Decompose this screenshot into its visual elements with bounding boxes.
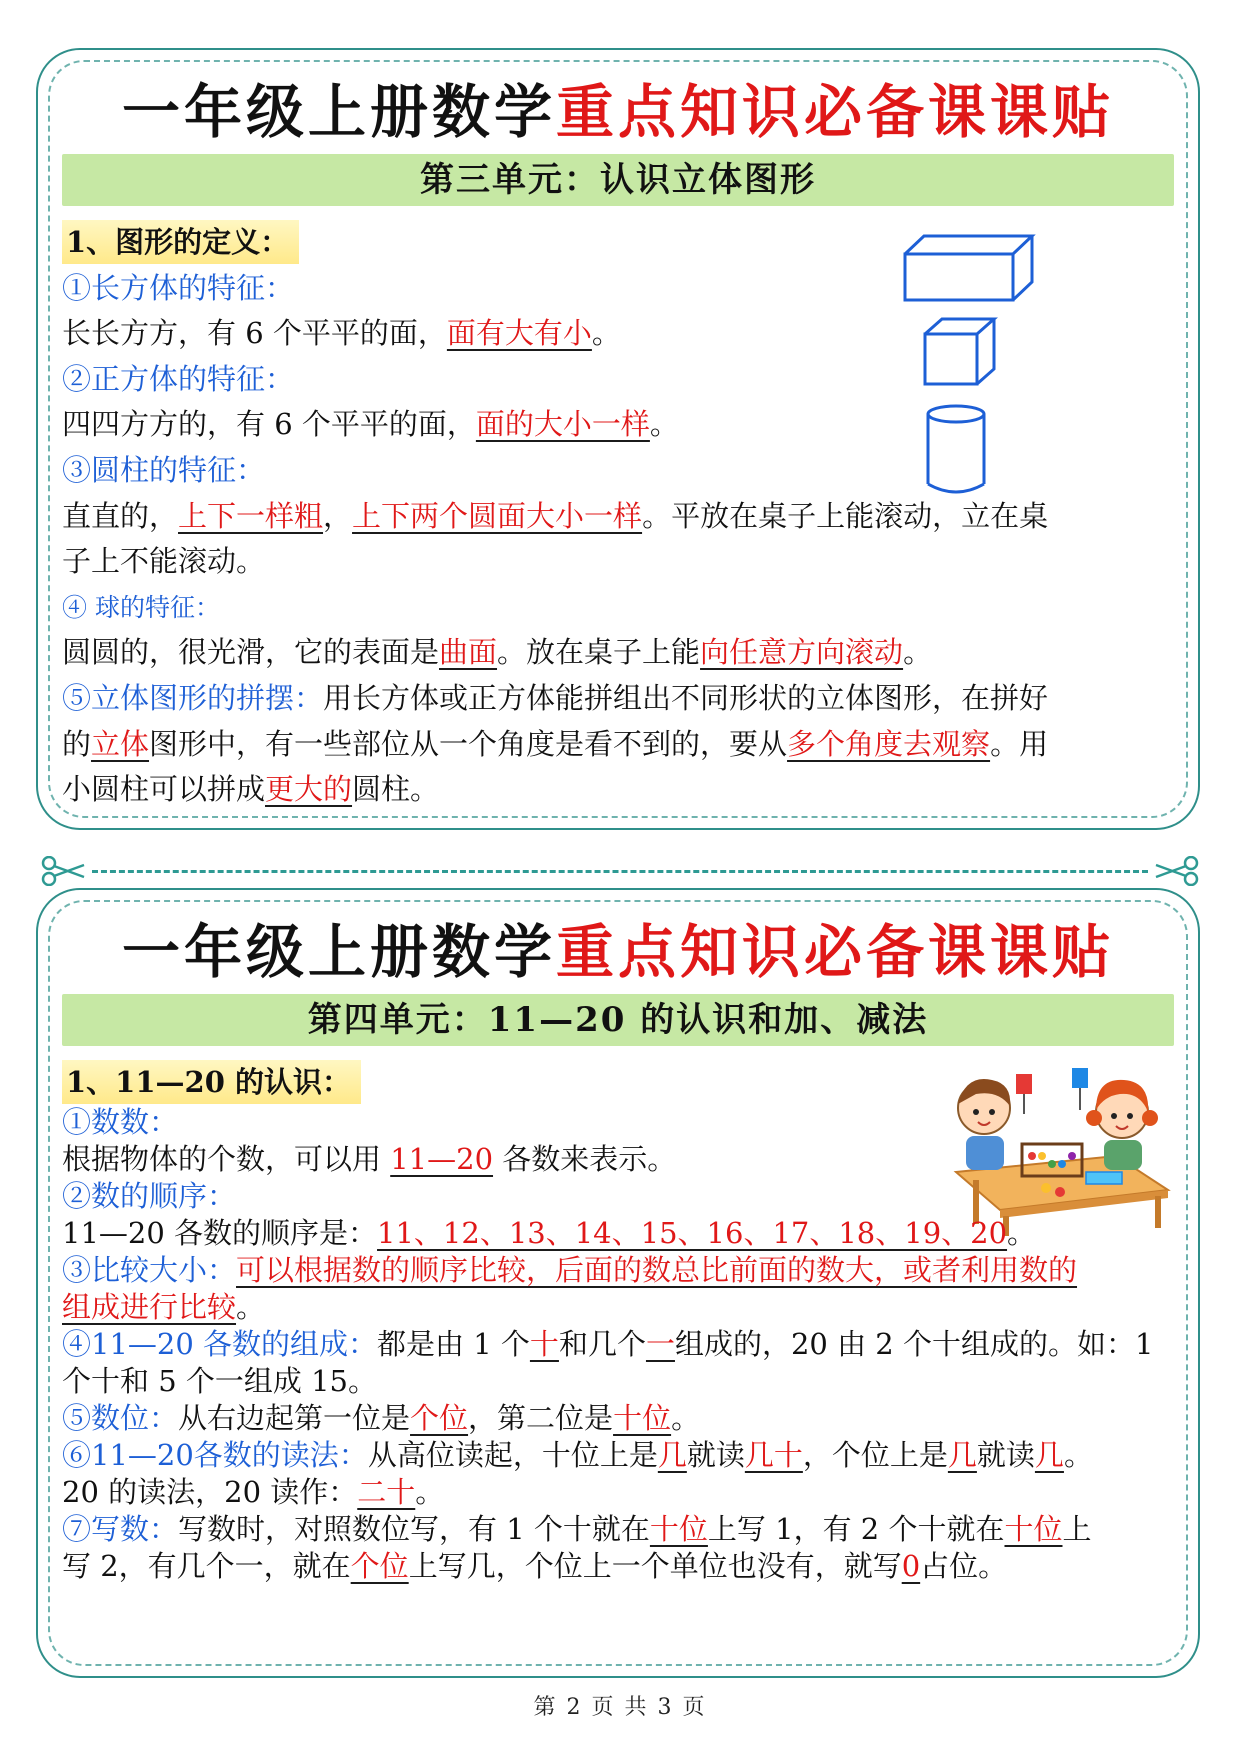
dashed-line [92, 870, 1148, 873]
text: 写 2，有几个一，就在 [62, 1549, 351, 1583]
sphere-feature-label: ④ 球的特征： [62, 592, 220, 622]
text: ，第二位是 [468, 1401, 614, 1435]
unit-3-card [36, 48, 1200, 830]
card-title [38, 76, 1198, 148]
text: 小圆柱可以拼成 [62, 772, 266, 807]
key-phrase: 更大的 [265, 772, 353, 807]
counting-text [62, 1141, 1168, 1178]
text: 。 [649, 407, 679, 442]
unit-4-content [62, 1060, 1168, 1585]
title-black: 一年级上册数学 [121, 918, 556, 986]
text: 从右边起第一位是 [178, 1401, 411, 1435]
text: 组成的，20 由 2 个十组成的。如：1 [674, 1327, 1154, 1361]
key-phrase: 十位 [1004, 1512, 1063, 1546]
section-heading: 1、图形的定义： [62, 220, 299, 264]
place-value-text [62, 1400, 1168, 1437]
key-phrase: 面有大有小 [446, 316, 592, 351]
key-phrase: 十 [529, 1327, 559, 1361]
text: 四四方方的，有 6 个平平的面， [62, 407, 476, 442]
order-label: ②数的顺序： [62, 1179, 237, 1213]
key-phrase: 上下一样粗 [178, 498, 324, 533]
cuboid-feature-text [62, 311, 1168, 357]
text: 。 [236, 1290, 266, 1324]
text: 。 [903, 635, 933, 670]
cylinder-feature-text [62, 494, 1168, 540]
key-phrase: 个位 [350, 1549, 409, 1583]
unit-3-content [62, 220, 1168, 813]
text: 占位。 [920, 1549, 1008, 1583]
writing-text-cont [62, 1548, 1168, 1585]
key-phrase: 11—20 [390, 1142, 494, 1176]
text: 。 [415, 1475, 445, 1509]
writing-text [62, 1511, 1168, 1548]
key-phrase: 面的大小一样 [475, 407, 650, 442]
title-red: 重点知识必备课课贴 [556, 918, 1115, 986]
solid-arrangement-text-end [62, 767, 1168, 813]
key-phrase: 可以根据数的顺序比较，后面的数总比前面的数大，或者利用数的 [236, 1253, 1078, 1287]
key-phrase: 二十 [357, 1475, 416, 1509]
key-phrase: 曲面 [439, 635, 498, 670]
key-phrase: 立体 [91, 726, 150, 761]
key-phrase: 几 [1034, 1438, 1064, 1472]
key-phrase: 11、12、13、14、15、16、17、18、19、20 [377, 1216, 1008, 1250]
card-title [38, 916, 1198, 988]
text: 从高位读起，十位上是 [367, 1438, 658, 1472]
compare-label: ③比较大小： [62, 1253, 237, 1287]
text: 就读 [976, 1438, 1035, 1472]
key-phrase: 个位 [410, 1401, 469, 1435]
reading-text [62, 1437, 1168, 1474]
key-phrase: 几 [657, 1438, 687, 1472]
key-phrase: 几十 [744, 1438, 803, 1472]
text: 直直的， [62, 498, 179, 533]
text: 。放在桌子上能 [497, 635, 701, 670]
cylinder-feature-text-cont: 子上不能滚动。 [62, 544, 266, 579]
text: 都是由 1 个 [377, 1327, 530, 1361]
text: 。 [591, 316, 621, 351]
text: 和几个 [558, 1327, 646, 1361]
text: 上 [1062, 1512, 1092, 1546]
text: 11—20 各数的顺序是： [62, 1216, 378, 1250]
key-phrase: 几 [947, 1438, 977, 1472]
cuboid-feature-label: ①长方体的特征： [62, 270, 295, 305]
key-phrase: 向任意方向滚动 [700, 635, 904, 670]
cube-feature-text [62, 402, 1168, 448]
order-text [62, 1215, 1168, 1252]
key-phrase: 十位 [613, 1401, 672, 1435]
unit-heading: 第四单元：11—20 的认识和加、减法 [62, 994, 1174, 1046]
scissors-icon [1152, 856, 1200, 886]
text: 。平放在桌子上能滚动，立在桌 [642, 498, 1049, 533]
text: 的 [62, 726, 92, 761]
counting-label: ①数数： [62, 1105, 179, 1139]
text: 就读 [686, 1438, 745, 1472]
reading-example [62, 1474, 1168, 1511]
text: 圆柱。 [352, 772, 440, 807]
text: 用长方体或正方体能拼组出不同形状的立体图形，在拼好 [323, 680, 1049, 715]
text: 。用 [990, 726, 1049, 761]
cube-feature-label: ②正方体的特征： [62, 361, 295, 396]
text: 圆圆的，很光滑，它的表面是 [62, 635, 440, 670]
section-heading: 1、11—20 的认识： [62, 1060, 361, 1104]
compare-text [62, 1252, 1168, 1289]
solid-arrangement-label: ⑤立体图形的拼摆： [62, 680, 324, 715]
solid-arrangement-text [62, 676, 1168, 722]
compare-text-cont [62, 1289, 1168, 1326]
text: 。 [671, 1401, 701, 1435]
page-footer: 第 2 页 共 3 页 [533, 1695, 707, 1720]
sphere-feature-text [62, 630, 1168, 676]
text: ， [323, 498, 353, 533]
text: 。 [1063, 1438, 1093, 1472]
scissors-icon [40, 856, 88, 886]
text: 长长方方，有 6 个平平的面， [62, 316, 447, 351]
text: 上写几，个位上一个单位也没有，就写 [408, 1549, 902, 1583]
title-black: 一年级上册数学 [121, 78, 556, 146]
unit-heading: 第三单元：认识立体图形 [62, 154, 1174, 206]
text: 各数来表示。 [493, 1142, 677, 1176]
key-phrase: 一 [645, 1327, 675, 1361]
composition-label: ④11—20 各数的组成： [62, 1327, 378, 1361]
reading-label: ⑥11—20各数的读法： [62, 1438, 368, 1472]
key-phrase: 0 [901, 1549, 921, 1583]
key-phrase: 组成进行比较 [62, 1290, 237, 1324]
cylinder-feature-label: ③圆柱的特征： [62, 452, 266, 487]
cut-line-separator [40, 856, 1200, 886]
place-value-label: ⑤数位： [62, 1401, 179, 1435]
text: 图形中，有一些部位从一个角度是看不到的，要从 [149, 726, 788, 761]
key-phrase: 十位 [649, 1512, 708, 1546]
text: 上写 1，有 2 个十就在 [707, 1512, 1005, 1546]
text: 根据物体的个数，可以用 [62, 1142, 391, 1176]
composition-text-cont: 个十和 5 个一组成 15。 [62, 1364, 378, 1398]
text: 20 的读法，20 读作： [62, 1475, 358, 1509]
composition-text [62, 1326, 1168, 1363]
solid-arrangement-text-cont [62, 722, 1168, 768]
unit-4-card [36, 888, 1200, 1678]
writing-label: ⑦写数： [62, 1512, 179, 1546]
key-phrase: 多个角度去观察 [787, 726, 991, 761]
text: ，个位上是 [802, 1438, 948, 1472]
key-phrase: 上下两个圆面大小一样 [352, 498, 643, 533]
title-red: 重点知识必备课课贴 [556, 78, 1115, 146]
text: 。 [1007, 1216, 1037, 1250]
text: 写数时，对照数位写，有 1 个十就在 [178, 1512, 650, 1546]
